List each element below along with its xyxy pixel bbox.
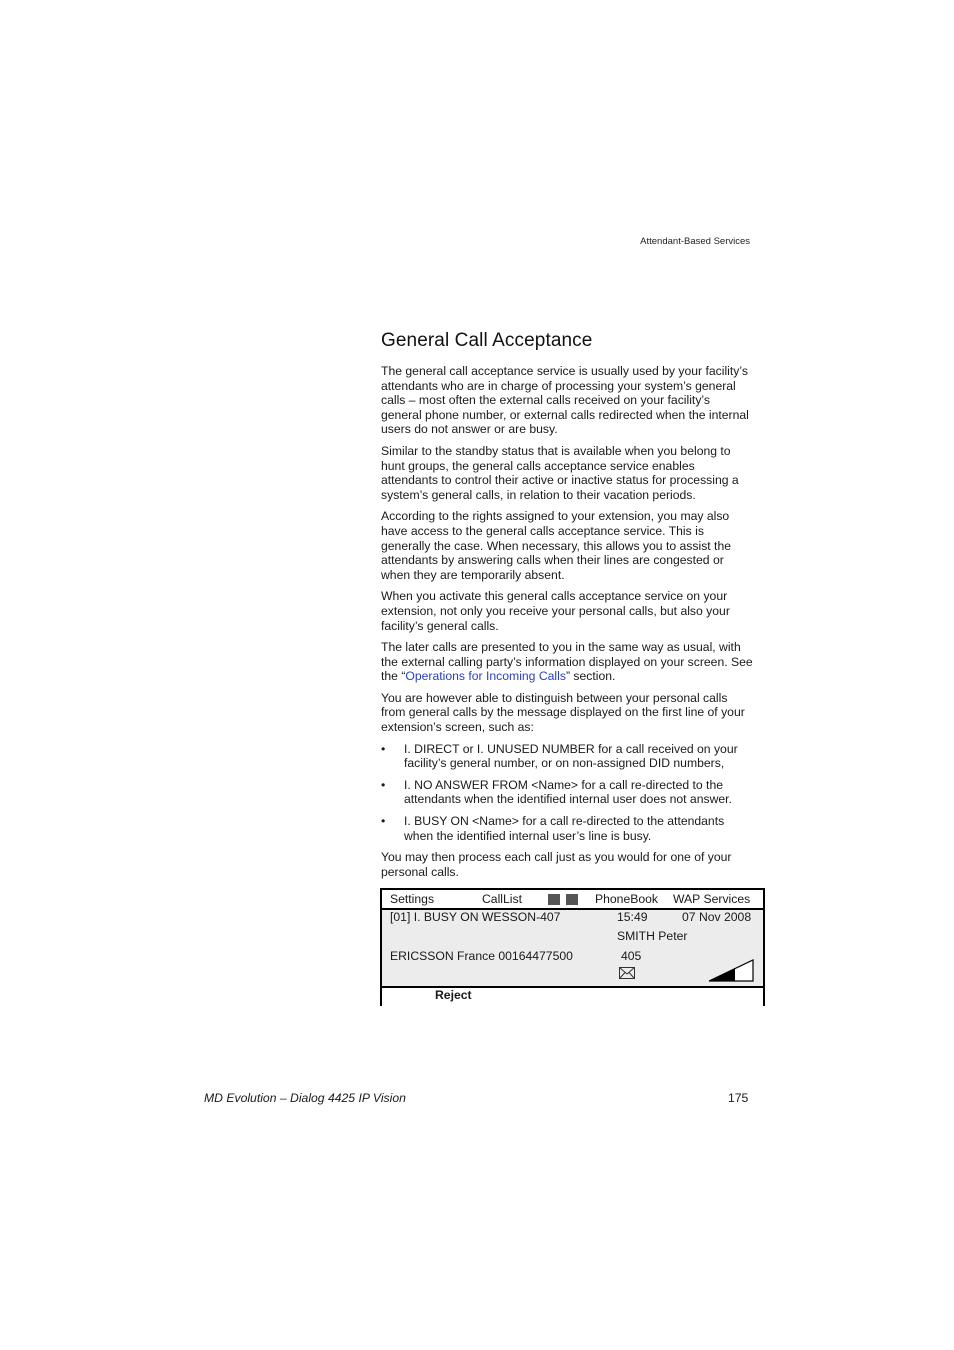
paragraph-6: You are however able to distinguish between your personal calls from general calls by the message displayed on the first line of your extension’s screen, such as: xyxy=(381,690,745,735)
list-item xyxy=(381,778,753,807)
paragraph-3: According to the rights assigned to your extension, you may also have access to the general calls acceptance service. This is generally the case. When necessary, this allows you to assist the attendants by answering calls when their lines are congested or when they are temporarily absent. xyxy=(381,509,731,582)
reject-button[interactable]: Reject xyxy=(435,988,472,1002)
list-item xyxy=(381,742,753,771)
menu-calllist[interactable]: CallList xyxy=(482,892,522,906)
bullet-icon: • xyxy=(381,814,386,829)
display-screen xyxy=(382,910,763,986)
call-info-line: [01] I. BUSY ON WESSON-407 xyxy=(390,910,561,924)
footer-document-title: MD Evolution – Dialog 4425 IP Vision xyxy=(204,1091,406,1105)
menu-phonebook[interactable]: PhoneBook xyxy=(595,892,659,906)
paragraph-5-text-b: ” section. xyxy=(565,669,616,684)
operations-incoming-calls-link[interactable]: Operations for Incoming Calls xyxy=(405,669,566,684)
extension-number: 405 xyxy=(621,949,642,963)
status-square-icon xyxy=(548,894,560,905)
list-item-text: I. NO ANSWER FROM <Name> for a call re-directed to the attendants when the identified internal user does not answer. xyxy=(404,777,732,807)
phone-display xyxy=(380,888,765,1006)
running-header: Attendant-Based Services xyxy=(640,236,750,247)
envelope-icon xyxy=(619,967,635,982)
menu-settings[interactable]: Settings xyxy=(390,892,435,906)
paragraph-4: When you activate this general calls acceptance service on your extension, not only you receive your personal calls, but also your facility’s general calls. xyxy=(381,589,730,633)
message-list xyxy=(381,742,753,844)
page-number: 175 xyxy=(728,1091,749,1105)
paragraph-5 xyxy=(381,640,753,684)
paragraph-5-text-a: The later calls are presented to you in the same way as usual, with the external calling party’s information displayed on your screen. See the “ xyxy=(381,640,753,684)
call-time: 15:49 xyxy=(617,910,648,924)
section-title: General Call Acceptance xyxy=(381,330,593,351)
caller-number: ERICSSON France 00164477500 xyxy=(390,949,573,963)
menu-wap-services[interactable]: WAP Services xyxy=(673,892,751,906)
list-item xyxy=(381,814,753,843)
paragraph-7: You may then process each call just as you would for one of your personal calls. xyxy=(381,850,732,879)
bullet-icon: • xyxy=(381,777,386,792)
display-menu-bar xyxy=(382,890,763,910)
list-item-text: I. DIRECT or I. UNUSED NUMBER for a call received on your facility’s general number, or on non-assigned DID numbers, xyxy=(404,741,738,771)
paragraph-2: Similar to the standby status that is available when you belong to hunt groups, the general calls acceptance service enables attendants to control their active or inactive status for processing a system’s general calls, in relation to their vacation periods. xyxy=(381,443,739,502)
bullet-icon: • xyxy=(381,741,386,756)
main-content xyxy=(381,330,753,886)
call-date: 07 Nov 2008 xyxy=(682,910,752,924)
caller-name: SMITH Peter xyxy=(617,929,688,943)
paragraph-1: The general call acceptance service is usually used by your facility’s attendants who are in charge of processing your system’s general calls – most often the external calls received on your facility’s general phone number, or external calls redirected when the internal users do not answer or are busy. xyxy=(381,364,749,437)
softkey-bar xyxy=(382,986,763,1006)
volume-level-icon xyxy=(708,959,754,985)
list-item-text: I. BUSY ON <Name> for a call re-directed to the attendants when the identified internal user’s line is busy. xyxy=(404,814,725,843)
status-square-icon xyxy=(566,894,578,905)
